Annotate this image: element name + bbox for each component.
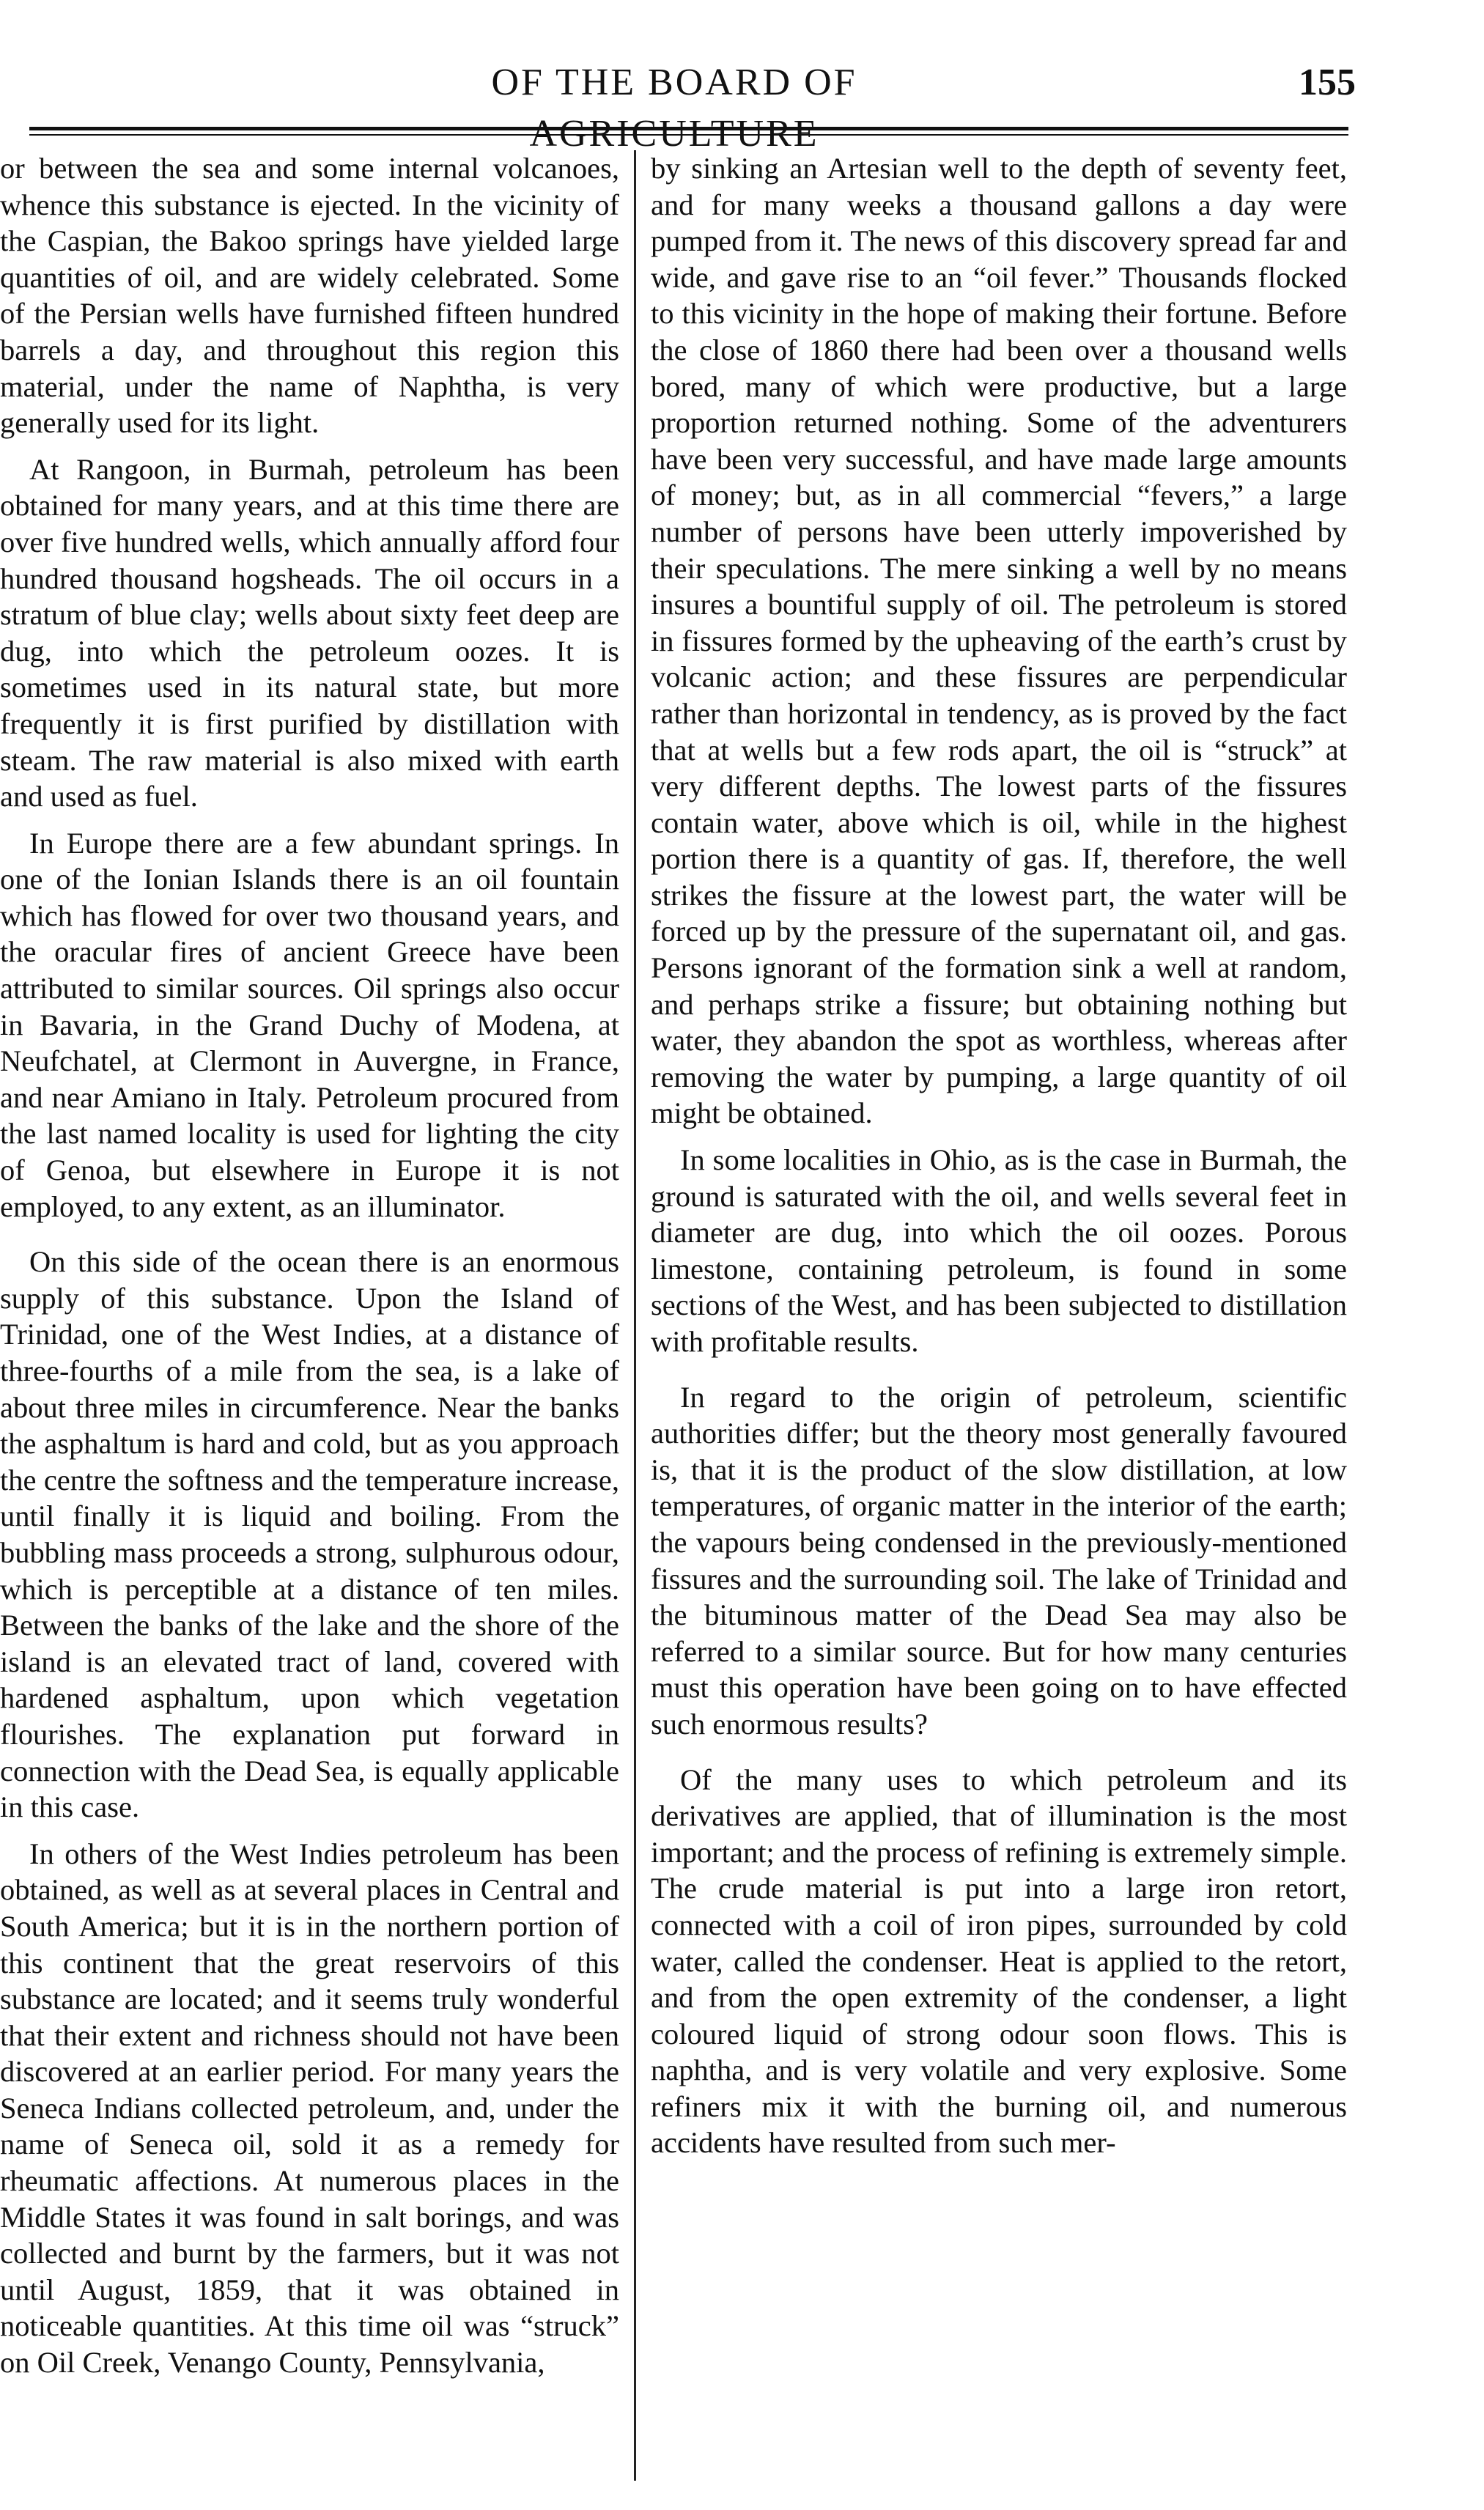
column-divider xyxy=(634,150,636,2481)
left-column xyxy=(0,150,619,2495)
right-paragraph-3: In regard to the origin of petroleum, scientific authorities differ; but the theory most generally favoured is, that it is the product of the slow distillation, at low temperatures, of organic matter in the interior of the earth; the vapours being condensed in the previously-mentioned fissures and the surrounding soil. The lake of Trinidad and the bituminous matter of the Dead Sea may also be referred to a similar source. But for how many centuries must this operation have been going on to have effected such enormous results? xyxy=(651,1380,1347,1741)
right-paragraph-1: by sinking an Artesian well to the depth of seventy feet, and for many weeks a thousand gallons a day were pumped from it. The news of this discovery spread far and wide, and gave rise to an “oil fever.” Thousands flocked to this vicinity in the hope of making their fortune. Before the close of 1860 there had been over a thousand wells bored, many of which were productive, but a large proportion returned nothing. Some of the adventurers have been very successful, and have made large amounts of money; but, as in all commercial “fevers,” a large number of persons have been utterly impoverished by their speculations. The mere sinking a well by no means insures a bountiful supply of oil. The petroleum is stored in fissures formed by the upheaving of the earth’s crust by volcanic action; and these fissures are perpendicular rather than horizontal in tendency, as is proved by the fact that at wells but a few rods apart, the oil is “struck” at very different depths. The lowest parts of the fissures contain water, above which is oil, while in the highest portion there is a quantity of gas. If, therefore, the well strikes the fissure at the lowest part, the water will be forced up by the pressure of the supernatant oil, and gas. Persons ignorant of the formation sink a well at random, and perhaps strike a fissure; but obtaining nothing but water, they abandon the spot as worthless, whereas after removing the water by pumping, a large quantity of oil might be obtained. xyxy=(651,152,1347,1130)
running-head xyxy=(0,57,1484,155)
right-paragraph-2: In some localities in Ohio, as is the case in Burmah, the ground is saturated with the oil, and wells several feet in diameter are dug, into which the oil oozes. Porous limestone, containing petroleum, is found in some sections of the West, and has been subjected to distillation with profitable results. xyxy=(651,1143,1347,1358)
left-paragraph-1: or between the sea and some internal volcanoes, whence this substance is ejected. In the vicinity of the Caspian, the Bakoo springs have yielded large quantities of oil, and are widely celebrated. Some of the Persian wells have furnished fifteen hundred barrels a day, and throughout this region this material, under the name of Naphtha, is very generally used for its light. xyxy=(0,152,619,440)
page-number: 155 xyxy=(1299,62,1356,103)
right-column xyxy=(651,150,1347,2495)
right-paragraph-4: Of the many uses to which petroleum and its derivatives are applied, that of illumination is the most important; and the process of refining is extremely simple. The crude material is put into a large iron retort, connected with a coil of iron pipes, surrounded by cold water, called the condenser. Heat is applied to the retort, and from the open extremity of the condenser, a light coloured liquid of strong odour soon flows. This is naphtha, and is very volatile and very explosive. Some refiners mix it with the burning oil, and numerous accidents have resulted from such mer- xyxy=(651,1762,1347,2160)
left-paragraph-2: At Rangoon, in Burmah, petroleum has been obtained for many years, and at this time there are over five hundred wells, which annually afford four hundred thousand hogsheads. The oil occurs in a stratum of blue clay; wells about sixty feet deep are dug, into which the petroleum oozes. It is sometimes used in its natural state, but more frequently it is first purified by distillation with steam. The raw material is also mixed with earth and used as fuel. xyxy=(0,452,619,813)
header-rule-thin xyxy=(29,134,1348,136)
left-paragraph-4: On this side of the ocean there is an enormous supply of this substance. Upon the Island of Trinidad, one of the West Indies, at a distance of three-fourths of a mile from the sea, is a lake of about three miles in circumference. Near the banks the asphaltum is hard and cold, but as you approach the centre the softness and the temperature increase, until finally it is liquid and boiling. From the bubbling mass proceeds a strong, sulphurous odour, which is perceptible at a distance of ten miles. Between the banks of the lake and the shore of the island is an elevated tract of land, covered with hardened asphaltum, upon which vegetation flourishes. The explanation put forward in connection with the Dead Sea, is equally applicable in this case. xyxy=(0,1245,619,1824)
running-title: OF THE BOARD OF AGRICULTURE xyxy=(491,62,857,155)
header-rule xyxy=(29,127,1348,130)
left-paragraph-5: In others of the West Indies petroleum has been obtained, as well as at several places in Central and South America; but it is in the northern portion of this continent that the great reservoirs of this substance are located; and it seems truly wonderful that their extent and richness should not have been discovered at an earlier period. For many years the Seneca Indians collected petroleum, and, under the name of Seneca oil, sold it as a remedy for rheumatic affections. At numerous places in the Middle States it was found in salt borings, and was collected and burnt by the farmers, but it was not until August, 1859, that it was obtained in noticeable quantities. At this time oil was “struck” on Oil Creek, Venango County, Pennsylvania, xyxy=(0,1837,619,2380)
left-paragraph-3: In Europe there are a few abundant springs. In one of the Ionian Islands there is an oil fountain which has flowed for over two thousand years, and the oracular fires of ancient Greece have been attributed to similar sources. Oil springs also occur in Bavaria, in the Grand Duchy of Modena, at Neufchatel, at Clermont in Auvergne, in France, and near Amiano in Italy. Petroleum procured from the last named locality is used for lighting the city of Genoa, but elsewhere in Europe it is not employed, to any extent, as an illuminator. xyxy=(0,826,619,1223)
